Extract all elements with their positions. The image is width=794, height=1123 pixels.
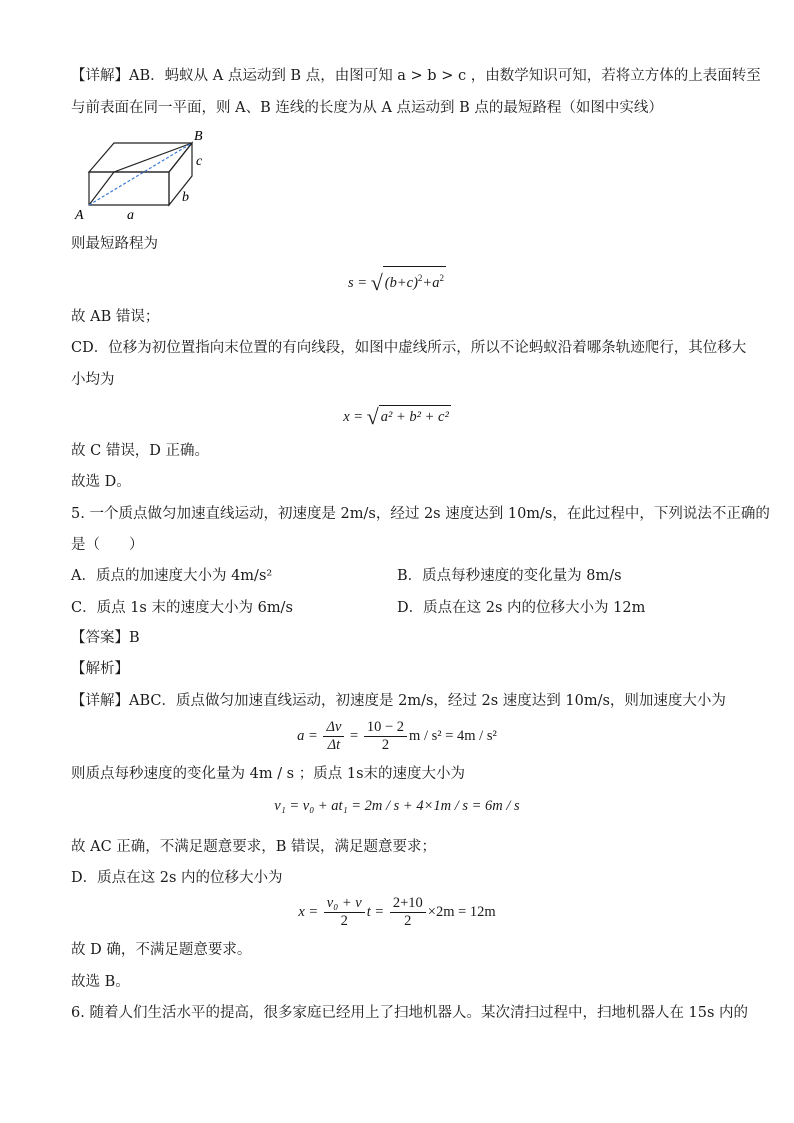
equation-s: s = √ $(b+c)^2+a^2$ [0,266,794,296]
eq-x2-num1: v₀ + v [326,895,362,911]
eq-x2-num2: 2+10 [390,895,426,913]
eq-x2-den1: 2 [340,913,348,929]
eq-x-body: a² + b² + c² [380,409,449,425]
eq-x2-lhs: x = [298,903,319,920]
eq-a-equals: = [350,727,359,744]
label-b: b [182,190,189,205]
equation-x: x = √ a² + b² + c² [343,404,449,429]
label-B: B [194,130,203,144]
eq-x2-den2: 2 [404,913,412,929]
paragraph-detail-ab-cont: 与前表面在同一平面，则 A、B 连线的长度为从 A 点运动到 B 点的最短路程（如图中实线） [71,100,663,116]
paragraph-choose-b: 故选 B。 [71,974,130,990]
eq-a-tail: m / s² = 4m / s² [409,727,497,744]
option-d: D．质点在这 2s 内的位移大小为 12m [397,600,646,616]
eq-a-lhs: a = [297,727,318,744]
paragraph-choose-d: 故选 D。 [71,474,131,490]
question-5-cont: 是（ ） [71,537,144,553]
equation-v1 [0,798,794,815]
eq-s-sup: 2 [417,273,423,283]
option-c: C．质点 1s 末的速度大小为 6m/s [71,600,293,616]
paragraph-detail-ab: 【详解】AB．蚂蚁从 A 点运动到 B 点，由图可知 a > b > c ，由数学知识可知，若将立方体的上表面转至 [71,68,761,84]
paragraph-change: 则质点每秒速度的变化量为 4m / s ；质点 1s末的速度大小为 [71,766,466,782]
cuboid-figure [72,130,222,222]
analysis-heading: 【解析】 [71,661,129,677]
paragraph-detail-abc: 【详解】ABC．质点做匀加速直线运动，初速度是 2m/s，经过 2s 速度达到 10m/s，则加速度大小为 [71,693,726,709]
paragraph-shortest: 则最短路程为 [71,236,158,252]
eq-s-tail: +a [422,274,440,291]
paragraph-ac-correct: 故 AC 正确，不满足题意要求，B 错误，满足题意要求； [71,839,437,855]
eq-a-den1: Δt [327,737,341,753]
option-a: A．质点的加速度大小为 4m/s² [71,568,273,584]
paragraph-c-wrong: 故 C 错误，D 正确。 [71,443,210,459]
label-c: c [196,154,203,169]
eq-a-num1: Δv [326,719,342,735]
eq-x2-tail: ×2m = 12m [427,903,496,920]
label-A: A [75,208,84,222]
option-b: B．质点每秒速度的变化量为 8m/s [397,568,622,584]
paragraph-ab-wrong: 故 AB 错误； [71,309,160,325]
paragraph-cd: CD．位移为初位置指向末位置的有向线段，如图中虚线所示，所以不论蚂蚁沿着哪条轨迹爬行，其位移大 [71,340,747,356]
eq-v1-body: v₁ = v₀ + at₁ = 2m / s + 4×1m / s = 6m / s [274,798,520,814]
paragraph-d: D．质点在这 2s 内的位移大小为 [71,870,283,886]
equation-x2 [0,895,794,930]
eq-s-lhs: s = [348,274,368,291]
paragraph-cd-cont: 小均为 [71,372,115,388]
equation-a [0,719,794,754]
paragraph-d-correct: 故 D 确，不满足题意要求。 [71,942,252,958]
eq-x2-mid: t = [366,903,385,920]
eq-a-num2: 10 − 2 [364,719,407,737]
label-a: a [127,208,134,222]
eq-s-body: (b+c) [384,274,418,291]
answer: 【答案】B [71,630,140,646]
eq-s-sup2: 2 [439,273,444,283]
question-6: 6. 随着人们生活水平的提高，很多家庭已经用上了扫地机器人。某次清扫过程中，扫地机器人在 15s 内的 [71,1005,749,1021]
eq-x-lhs: x = [343,409,364,425]
question-5: 5. 一个质点做匀加速直线运动，初速度是 2m/s，经过 2s 速度达到 10m/s，在此过程中，下列说法不正确的 [71,506,770,522]
eq-a-den2: 2 [381,737,390,753]
